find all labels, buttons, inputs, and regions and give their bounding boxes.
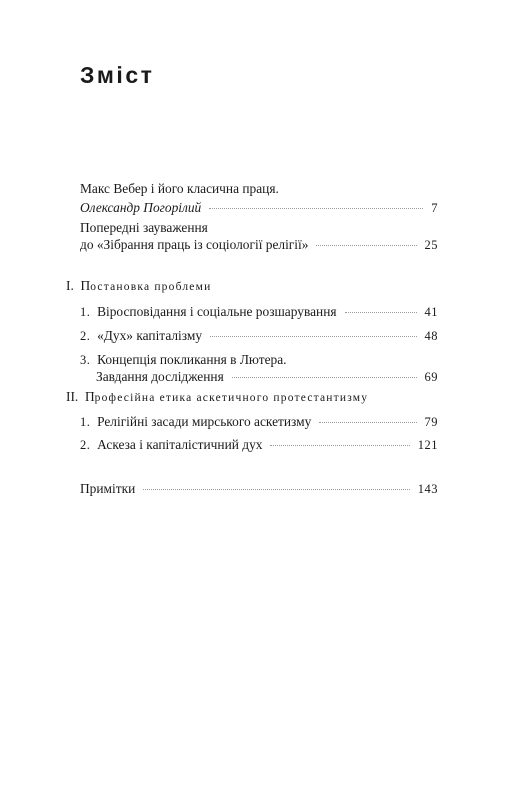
toc-foreword-author: Олександр Погорілий [80, 200, 202, 215]
part-title-initial: П [84, 389, 95, 404]
page-number: 48 [424, 329, 438, 343]
chapter-title: Релігійні засади мирського аскетизму [97, 414, 312, 429]
chapter-title: Концепція покликання в Лютера. [97, 352, 287, 367]
page-number: 121 [417, 438, 438, 452]
toc-entry-notes[interactable] [80, 480, 438, 498]
dot-leader [316, 245, 416, 246]
page-number: 41 [424, 305, 438, 319]
chapter-number: 2. [80, 438, 91, 452]
part-title-initial: П [80, 278, 91, 293]
toc-entry-chapter-2-1[interactable] [80, 413, 438, 431]
page-number: 79 [424, 415, 438, 429]
chapter-title-cont: Завдання дослідження [96, 369, 224, 384]
dot-leader [319, 422, 416, 423]
chapter-title: «Дух» капіталізму [97, 328, 203, 343]
toc-entry-foreword[interactable] [80, 199, 438, 217]
chapter-number: 3. [80, 353, 91, 367]
chapter-number: 2. [80, 329, 91, 343]
dot-leader [270, 445, 409, 446]
toc-entry-preface[interactable] [80, 236, 438, 254]
toc-foreword-title: Макс Вебер і його класична праця. [80, 181, 279, 196]
page-number: 7 [431, 201, 438, 215]
toc-part-2-heading[interactable] [66, 388, 368, 407]
toc-preface-title: Попередні зауваження [80, 220, 208, 235]
chapter-title: Аскеза і капіталістичний дух [97, 437, 263, 452]
toc-part-1-heading[interactable] [66, 277, 211, 296]
chapter-title: Віросповідання і соціальне розшарування [97, 304, 337, 319]
toc-preface-subtitle: до «Зібрання праць із соціології релігії» [80, 237, 309, 252]
chapter-number: 1. [80, 415, 91, 429]
dot-leader [232, 377, 417, 378]
page-number: 69 [424, 370, 438, 384]
toc-chapter-1-3-line1 [80, 351, 287, 369]
toc-entry-chapter-2-2[interactable] [80, 436, 438, 454]
toc-entry-chapter-1-1[interactable] [80, 303, 438, 321]
chapter-number: 1. [80, 305, 91, 319]
toc-entry-chapter-1-2[interactable] [80, 327, 438, 345]
dot-leader [210, 336, 416, 337]
dot-leader [209, 208, 423, 209]
part-title-rest: рофесійна етика аскетичного протестантизму [94, 392, 369, 404]
notes-title: Примітки [80, 481, 136, 496]
toc-entry-chapter-1-3[interactable] [96, 368, 438, 386]
part-numeral: I. [66, 278, 74, 293]
part-numeral: II. [66, 389, 79, 404]
part-title-rest: остановка проблеми [90, 281, 212, 293]
contents-title: Зміст [80, 62, 155, 88]
page-number: 143 [417, 482, 438, 496]
dot-leader [345, 312, 417, 313]
dot-leader [143, 489, 410, 490]
page-number: 25 [424, 238, 438, 252]
